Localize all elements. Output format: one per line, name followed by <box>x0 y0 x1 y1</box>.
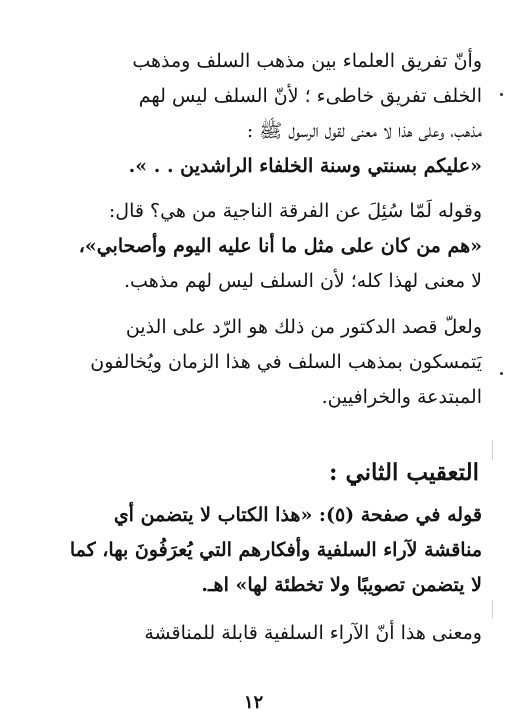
paragraph-1-line-1: وأنّ تفريق العلماء بين مذهب السلف ومذهب <box>132 50 482 72</box>
paragraph-4 <box>34 498 482 603</box>
margin-rule <box>492 440 493 460</box>
paragraph-1-line-2: الخلف تفريق خاطىء ؛ لأنّ السلف ليس لهم <box>138 85 482 107</box>
paragraph-5 <box>34 616 482 651</box>
paragraph-4-line-1: قوله في صفحة (٥): «هذا الكتاب لا يتضمن أي <box>113 504 482 526</box>
paragraph-3-line-2: يَتمسكون بمذهب السلف في هذا الزمان ويُخالفون <box>90 351 482 373</box>
paragraph-3-line-3: المبتدعة والخرافيين. <box>321 386 482 408</box>
paragraph-1-line-4-hadith-quote: «عليكم بسنتي وسنة الخلفاء الراشدين . . ». <box>128 155 482 177</box>
margin-mark <box>500 372 503 375</box>
paragraph-3 <box>34 310 482 415</box>
section-heading: التعقيب الثاني : <box>328 459 479 486</box>
paragraph-2 <box>34 194 482 299</box>
paragraph-1 <box>34 44 482 184</box>
margin-rule <box>492 600 493 618</box>
paragraph-5-line-1: ومعنى هذا أنّ الآراء السلفية قابلة للمناقشة <box>144 622 482 644</box>
paragraph-2-line-1: وقوله لَمّا سُئِلَ عن الفرقة الناجية من هي؟ قال: <box>108 200 482 222</box>
paragraph-4-line-2: مناقشة لآراء السلفية وأفكارهم التي يُعرَفُونَ بها، كما <box>69 539 482 561</box>
paragraph-1-line-3: مذهب، وعلى هذا لا معنى لقول الرسول ﷺ : <box>246 120 482 142</box>
paragraph-2-line-3: لا معنى لهذا كله؛ لأن السلف ليس لهم مذهب. <box>124 270 482 292</box>
margin-mark <box>500 93 503 96</box>
page-number: ١٢ <box>243 692 264 713</box>
paragraph-2-line-2-hadith-quote: «هم من كان على مثل ما أنا عليه اليوم وأصحابي»، <box>78 235 482 257</box>
paragraph-3-line-1: ولعلّ قصد الدكتور من ذلك هو الرّد على الذين <box>125 316 482 338</box>
paragraph-4-line-3: لا يتضمن تصويبًا ولا تخطئة لها» اهـ. <box>201 574 482 596</box>
